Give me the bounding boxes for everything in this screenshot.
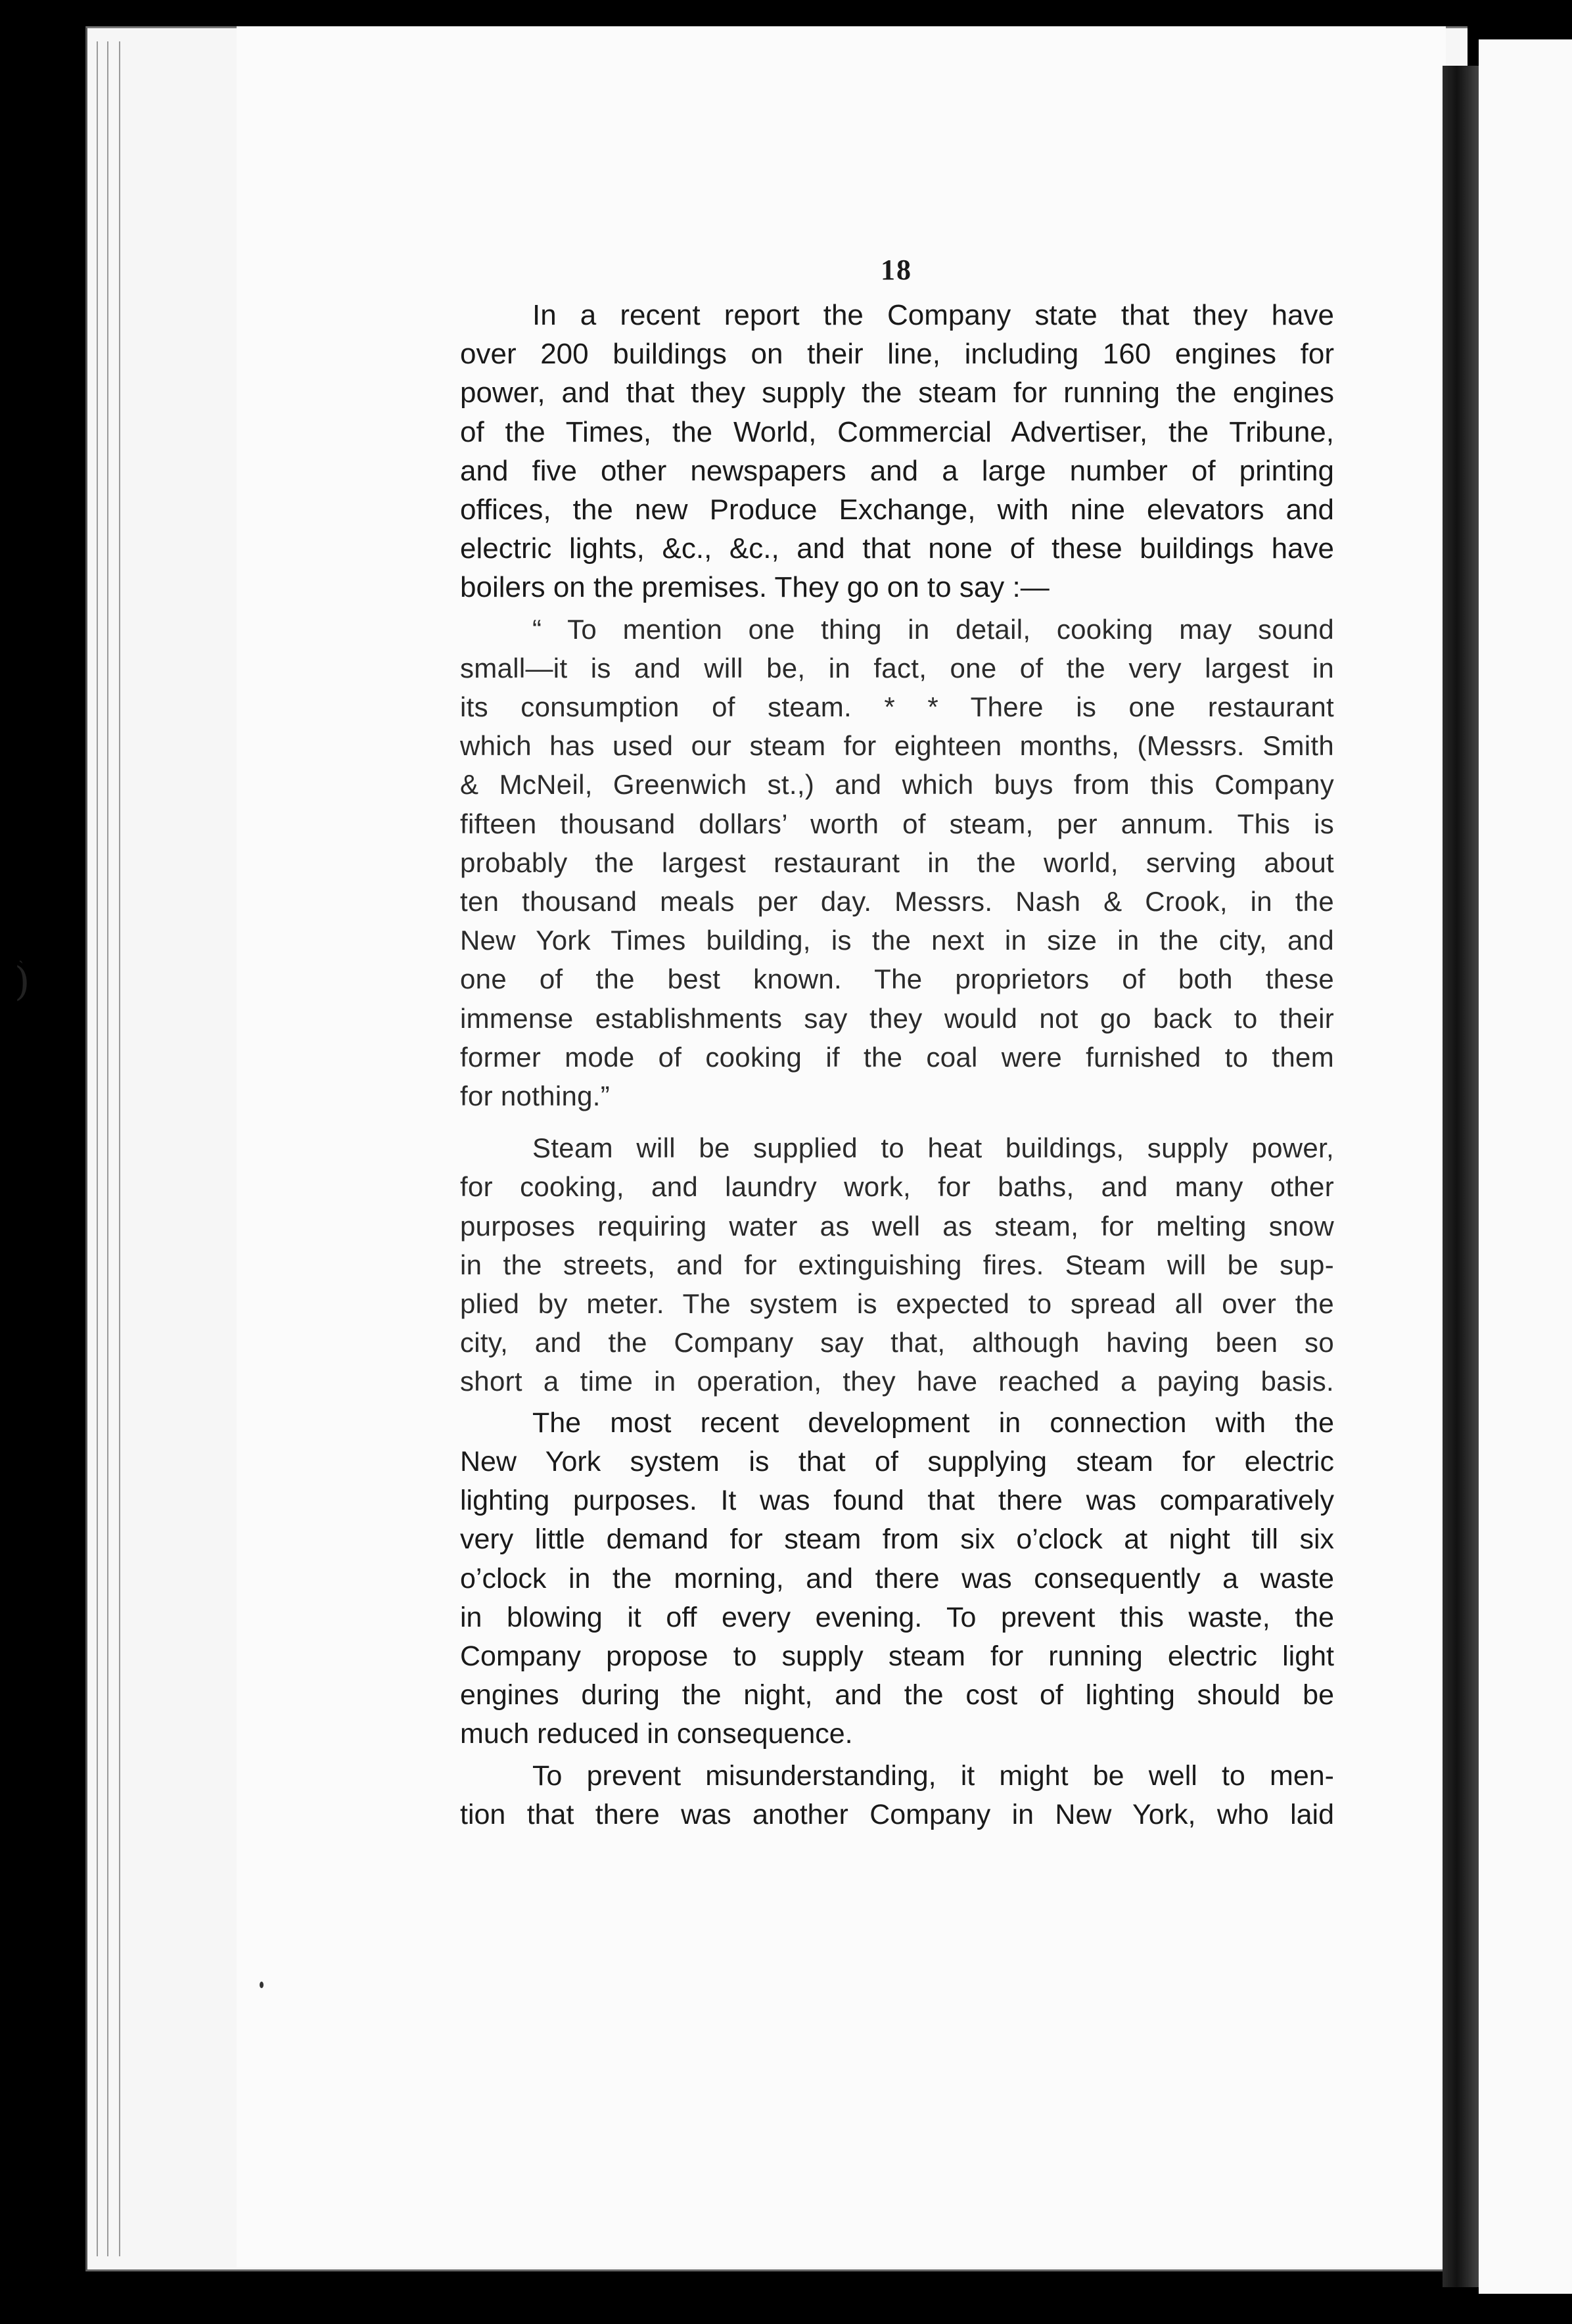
text-line: and five other newspapers and a large number of printing — [460, 454, 1334, 487]
paragraph-3 — [460, 1128, 1334, 1401]
text-line: lighting purposes. It was found that there was comparatively — [460, 1485, 1334, 1517]
text-line: over 200 buildings on their line, including 160 engines for — [460, 338, 1334, 371]
paragraph-4 — [460, 1404, 1334, 1754]
page-edge-line — [107, 41, 108, 2256]
text-line: boilers on the premises. They go on to say :— — [460, 571, 1050, 604]
text-line: Company propose to supply steam for running electric light — [460, 1640, 1334, 1672]
text-line: o’clock in the morning, and there was consequently a waste — [460, 1562, 1334, 1594]
text-line: immense establishments say they would not go back to their — [460, 1002, 1334, 1034]
text-line: very little demand for steam from six o’clock at night till six — [460, 1523, 1334, 1556]
text-line: in the streets, and for extinguishing fires. Steam will be sup- — [460, 1249, 1334, 1280]
text-line: small—it is and will be, in fact, one of the very largest in — [460, 652, 1334, 684]
paragraph-5 — [460, 1757, 1334, 1834]
text-line: city, and the Company say that, although having been so — [460, 1327, 1334, 1359]
text-line: for cooking, and laundry work, for baths, and many other — [460, 1171, 1334, 1203]
page-edge-line — [97, 41, 98, 2256]
paragraph-2-quote — [460, 610, 1334, 1116]
text-line: In a recent report the Company state that they have — [532, 299, 1334, 331]
text-line: Steam will be supplied to heat buildings, supply power, — [532, 1132, 1334, 1164]
text-line: & McNeil, Greenwich st.,) and which buys from this Company — [460, 769, 1334, 801]
book-gutter-shadow — [1443, 66, 1479, 2287]
margin-scan-mark: ˎ ) — [14, 945, 30, 1005]
text-line: tion that there was another Company in New York, who laid — [460, 1798, 1334, 1830]
text-line: engines during the night, and the cost of lighting should be — [460, 1679, 1334, 1711]
text-line: plied by meter. The system is expected to spread all over the — [460, 1288, 1334, 1320]
text-line: New York Times building, is the next in size in the city, and — [460, 925, 1334, 956]
text-line: probably the largest restaurant in the world, serving about — [460, 847, 1334, 878]
text-line: fifteen thousand dollars’ worth of steam, per annum. This is — [460, 808, 1334, 839]
text-line: for nothing.” — [460, 1081, 611, 1112]
text-line: former mode of cooking if the coal were furnished to them — [460, 1041, 1334, 1073]
text-line: one of the best known. The proprietors of both these — [460, 964, 1334, 995]
page-edge-line — [119, 41, 120, 2256]
page-number: 18 — [881, 254, 912, 286]
text-line: To prevent misunderstanding, it might be well to men- — [532, 1759, 1334, 1792]
text-line: of the Times, the World, Commercial Advertiser, the Tribune, — [460, 415, 1334, 448]
text-line: “ To mention one thing in detail, cooking may sound — [532, 613, 1334, 645]
text-line: New York system is that of supplying steam for electric — [460, 1445, 1334, 1477]
text-line: short a time in operation, they have reached a paying basis. — [460, 1366, 1334, 1397]
ink-speck — [260, 1982, 264, 1988]
text-line: which has used our steam for eighteen months, (Messrs. Smith — [460, 730, 1334, 762]
body-text — [460, 296, 1334, 1834]
text-line: purposes requiring water as well as steam, for melting snow — [460, 1210, 1334, 1242]
text-line: The most recent development in connection with the — [532, 1406, 1334, 1439]
text-line: electric lights, &c., &c., and that none of these buildings have — [460, 532, 1334, 565]
text-line: its consumption of steam. * * There is one restaurant — [460, 691, 1334, 723]
paragraph-1 — [460, 296, 1334, 607]
text-line: offices, the new Produce Exchange, with nine elevators and — [460, 494, 1334, 526]
text-line: much reduced in consequence. — [460, 1718, 853, 1750]
facing-page-strip — [1479, 39, 1572, 2294]
text-line: in blowing it off every evening. To prevent this waste, the — [460, 1601, 1334, 1633]
text-line: ten thousand meals per day. Messrs. Nash & Crook, in the — [460, 886, 1334, 918]
text-line: power, and that they supply the steam for running the engines — [460, 377, 1334, 409]
